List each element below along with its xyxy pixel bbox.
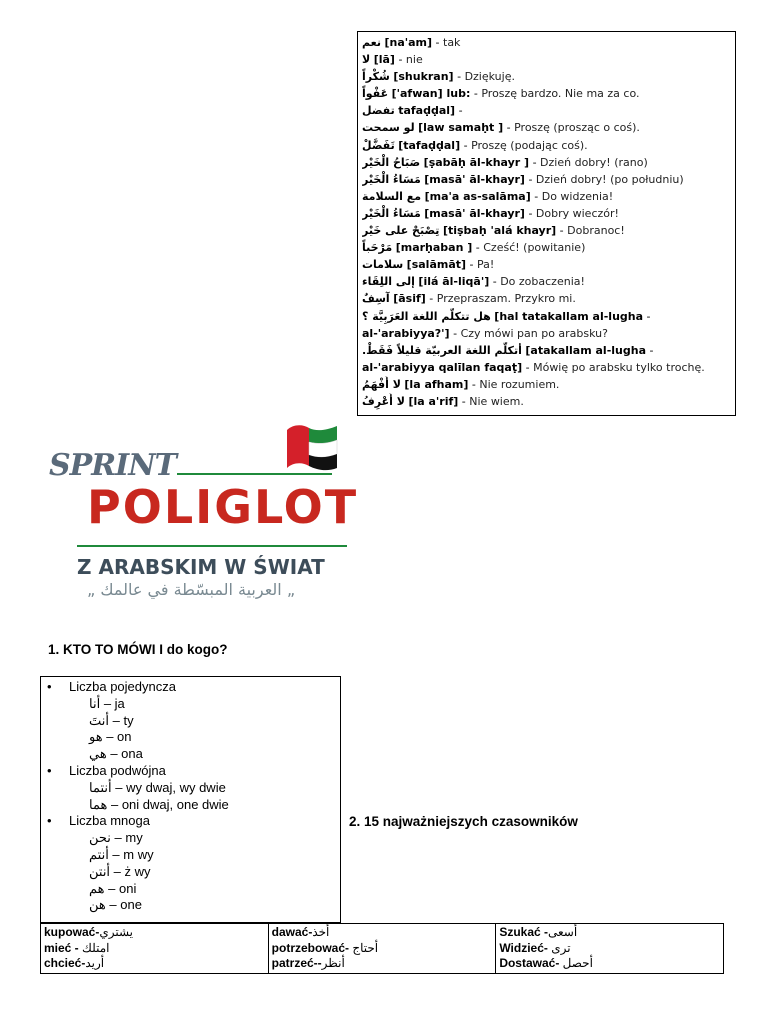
section1-heading: 1. KTO TO MÓWI I do kogo? <box>48 642 228 657</box>
phrase-transliteration: [hal tatakallam al-lugha <box>494 309 644 323</box>
pronoun-polish: oni <box>118 880 137 896</box>
phrase-translation: tak <box>443 36 461 49</box>
verb-polish: kupować- <box>44 925 100 939</box>
phrase-translation: Nie rozumiem. <box>479 377 560 391</box>
pronoun-polish: oni dwaj, one dwie <box>121 796 229 812</box>
pronoun-item: أنتن – ż wy <box>89 863 151 879</box>
phrase-line: لا [lā] - nie <box>362 53 423 67</box>
phrase-arabic: تفضل <box>362 104 395 118</box>
phrase-transliteration: [marḥaban ] <box>395 241 473 255</box>
phrase-line: تِصْبَحْ على خَيْر [tiṣbaḥ 'alá khayr] - Dobranoc! <box>362 224 625 238</box>
pronoun-arabic: أنتن <box>89 863 111 879</box>
pronoun-item: هما – oni dwaj, one dwie <box>89 796 229 812</box>
verb-entry <box>499 956 720 972</box>
phrase-line: مَسَاءُ الْخَيْر [masā' āl-khayr] - Dzień dobry! (po południu) <box>362 172 684 186</box>
phrase-transliteration: [tiṣbaḥ 'alá khayr] <box>442 224 557 238</box>
pronoun-item: أنا – ja <box>89 695 125 711</box>
pronoun-polish: ona <box>121 746 143 762</box>
phrase-translation: Proszę (prosząc o coś). <box>514 121 640 135</box>
verb-arabic: امتلك <box>82 940 110 955</box>
bullet-icon: • <box>47 813 52 829</box>
verb-polish: dawać- <box>271 925 313 939</box>
phrase-transliteration: [masā' āl-khayr] <box>424 206 525 220</box>
bullet-icon: • <box>47 762 52 778</box>
phrase-transliteration: [lā] <box>373 53 395 67</box>
pronoun-polish: one <box>120 897 142 913</box>
pronoun-group-heading <box>45 679 340 696</box>
verb-arabic: أريد <box>85 956 105 970</box>
phrase-line: تفضل tafaḍḍal] - <box>362 104 463 118</box>
pronouns-box <box>40 676 341 923</box>
phrase-line: صَبَاحُ الْخَيْر [ṣabāḥ āl-khayr ] - Dzień dobry! (rano) <box>362 155 648 169</box>
logo-arabic-tagline: „ العربية المبسّطة في عالمك „ <box>87 580 296 599</box>
phrase-translation: Mówię po arabsku tylko trochę. <box>533 360 705 374</box>
phrase-translation: Przepraszam. Przykro mi. <box>436 292 576 306</box>
verb-arabic: أحصل <box>562 956 593 970</box>
phrase-transliteration: [na'am] <box>384 36 433 49</box>
phrase-transliteration: [tafaḍḍal] <box>398 138 461 152</box>
pronoun-group-label: Liczba mnoga <box>69 813 150 829</box>
logo-green-line <box>177 473 332 475</box>
verbs-column <box>41 924 269 974</box>
phrase-transliteration: [āsif] <box>393 292 426 306</box>
phrase-arabic: عَفْواً <box>362 87 389 101</box>
verb-arabic: أسعى <box>548 925 578 939</box>
phrase-line: إلى اللِقَاء [ilá āl-liqā'] - Do zobaczenia! <box>362 275 585 289</box>
phrase-line: مَرْحَباً [marḥaban ] - Cześć! (powitanie) <box>362 241 586 255</box>
phrase-arabic: نعم <box>362 36 381 49</box>
verb-arabic: أنظر <box>321 956 345 970</box>
pronoun-polish: wy dwaj, wy dwie <box>126 779 226 795</box>
phrase-translation: Do zobaczenia! <box>500 275 585 289</box>
verbs-column <box>496 924 724 974</box>
phrase-line: آسِفٌ [āsif] - Przepraszam. Przykro mi. <box>362 292 576 306</box>
phrase-transliteration: ['afwan] lub: <box>391 87 471 101</box>
phrase-translation: Proszę bardzo. Nie ma za co. <box>481 87 640 101</box>
pronoun-polish: ty <box>123 712 134 728</box>
phrase-arabic: سلامات <box>362 258 404 272</box>
phrase-translation: Pa! <box>477 258 495 272</box>
phrase-line: نعم [na'am] - tak <box>362 36 461 49</box>
phrase-translation: Dobranoc! <box>567 224 625 238</box>
verbs-column <box>268 924 496 974</box>
phrase-line: عَفْواً ['afwan] lub: - Proszę bardzo. Nie ma za co. <box>362 87 640 101</box>
phrase-line: هل تتكلّم اللغة العَرَبِيَّة ؟ [hal tatakallam al-lugha - <box>362 309 651 323</box>
phrase-translation: Proszę (podając coś). <box>471 138 588 152</box>
phrase-line: أتكلّم اللغة العربيّة قليلاً فَقَطْ. [atakallam al-lugha - <box>362 343 654 357</box>
phrase-arabic: هل تتكلّم اللغة العَرَبِيَّة ؟ <box>362 309 491 323</box>
phrase-line: al-'arabiyya qalīlan faqaṭ] - Mówię po arabsku tylko trochę. <box>362 360 705 374</box>
verb-polish: Widzieć- <box>499 940 552 955</box>
verb-entry <box>272 956 493 972</box>
pronoun-item: هم – oni <box>89 880 137 896</box>
logo-sprint-text: SPRINT <box>49 448 176 483</box>
verb-arabic: أحتاج <box>352 940 379 955</box>
phrase-arabic: مَسَاءُ الْخَيْر <box>362 172 421 186</box>
phrase-arabic: تَفَضَّلْ <box>362 138 395 152</box>
verb-polish: chcieć- <box>44 956 86 970</box>
phrase-transliteration: [la afham] <box>404 377 469 391</box>
verb-entry <box>499 925 720 941</box>
pronoun-arabic: أنتَ <box>89 712 109 728</box>
logo-poliglot-text: POLIGLOT <box>87 480 359 534</box>
pronoun-item: هن – one <box>89 897 142 913</box>
phrase-line: تَفَضَّلْ [tafaḍḍal] - Proszę (podając coś). <box>362 138 588 152</box>
pronoun-arabic: هم <box>89 880 105 896</box>
verbs-table <box>40 923 724 974</box>
phrase-arabic: صَبَاحُ الْخَيْر <box>362 155 421 169</box>
phrase-transliteration: [law samaḥt ] <box>418 121 504 135</box>
verb-entry <box>499 941 720 957</box>
uae-flag-icon <box>283 422 341 472</box>
verb-polish: Dostawać- <box>499 956 563 970</box>
pronoun-item: أنتم – m wy <box>89 846 154 862</box>
phrase-arabic: لا <box>362 53 371 67</box>
pronoun-polish: my <box>125 830 143 846</box>
phrase-transliteration: al-'arabiyya?'] <box>362 326 450 340</box>
pronoun-group-heading <box>45 763 340 780</box>
phrase-transliteration: [salāmāt] <box>406 258 467 272</box>
pronoun-arabic: نحن <box>89 830 111 846</box>
phrase-arabic: مَرْحَباً <box>362 241 393 255</box>
pronoun-polish: on <box>117 729 132 745</box>
phrases-box <box>357 31 736 416</box>
phrase-line: مَسَاءُ الْخَيْر [masā' āl-khayr] - Dobry wieczór! <box>362 206 619 220</box>
pronoun-arabic: أنتم <box>89 846 109 862</box>
pronoun-arabic: هما <box>89 796 108 812</box>
phrase-line: لا أَعْرِفُ [la a'rif] - Nie wiem. <box>362 394 524 408</box>
verb-arabic: أخذ <box>312 925 330 939</box>
section2-heading: 2. 15 najważniejszych czasowników <box>349 814 578 829</box>
phrase-transliteration: [la a'rif] <box>408 394 459 408</box>
phrase-transliteration: [shukran] <box>393 70 454 84</box>
verb-polish: mieć - <box>44 940 83 955</box>
verb-entry <box>44 925 265 941</box>
phrase-translation: Dzień dobry! (rano) <box>540 155 648 169</box>
phrase-arabic: مَسَاءُ الْخَيْر <box>362 206 421 220</box>
phrase-transliteration: [ilá āl-liqā'] <box>418 275 490 289</box>
phrase-translation: Dobry wieczór! <box>535 206 619 220</box>
phrase-arabic: إلى اللِقَاء <box>362 275 415 289</box>
phrase-arabic: لو سمحت <box>362 121 415 135</box>
pronoun-item: هي – ona <box>89 746 143 762</box>
phrase-line: مع السلامة [ma'a as-salāma] - Do widzenia! <box>362 189 614 203</box>
pronoun-polish: ja <box>114 695 125 711</box>
verb-arabic: ترى <box>551 940 571 955</box>
sprint-poliglot-logo <box>47 420 359 610</box>
phrase-translation: nie <box>405 53 423 67</box>
pronoun-group-heading <box>45 813 340 830</box>
phrase-transliteration: [ṣabāḥ āl-khayr ] <box>423 155 530 169</box>
verb-entry <box>44 941 265 957</box>
pronoun-polish: m wy <box>123 846 154 862</box>
verb-entry <box>272 925 493 941</box>
logo-tagline: Z ARABSKIM W ŚWIAT <box>77 555 325 579</box>
pronoun-arabic: هن <box>89 897 106 913</box>
pronoun-item: أنتَ – ty <box>89 712 134 728</box>
pronoun-arabic: هي <box>89 746 107 762</box>
verb-arabic: يشتري <box>99 925 134 939</box>
phrase-arabic: آسِفٌ <box>362 292 390 306</box>
phrase-translation: Nie wiem. <box>469 394 524 408</box>
bullet-icon: • <box>47 679 52 694</box>
phrase-arabic: أتكلّم اللغة العربيّة قليلاً فَقَطْ. <box>362 343 522 357</box>
phrase-translation: Czy mówi pan po arabsku? <box>460 326 608 340</box>
phrase-translation: Dziękuję. <box>464 70 515 84</box>
pronoun-item: أنتما – wy dwaj, wy dwie <box>89 779 226 795</box>
phrase-line: لا أَفْهَمُ [la afham] - Nie rozumiem. <box>362 377 560 391</box>
phrase-line: سلامات [salāmāt] - Pa! <box>362 258 495 272</box>
phrase-transliteration: tafaḍḍal] <box>398 104 456 118</box>
verbs-row <box>41 924 724 974</box>
phrase-translation: Do widzenia! <box>541 189 614 203</box>
phrase-transliteration: [masā' āl-khayr] <box>424 172 525 186</box>
phrase-arabic: شُكْراً <box>362 70 390 84</box>
phrase-transliteration: [atakallam al-lugha <box>525 343 646 357</box>
phrase-transliteration: al-'arabiyya qalīlan faqaṭ] <box>362 360 523 374</box>
phrase-arabic: مع السلامة <box>362 189 422 203</box>
logo-underline <box>77 545 347 547</box>
phrase-translation: Dzień dobry! (po południu) <box>535 172 684 186</box>
phrase-line: لو سمحت [law samaḥt ] - Proszę (prosząc o coś). <box>362 121 640 135</box>
pronoun-group-label: Liczba pojedyncza <box>69 679 176 694</box>
pronoun-arabic: أنا <box>89 695 101 711</box>
verb-entry <box>44 956 265 972</box>
phrase-arabic: لا أَعْرِفُ <box>362 394 405 408</box>
pronoun-arabic: هو <box>89 729 103 745</box>
phrase-line: al-'arabiyya?'] - Czy mówi pan po arabsku? <box>362 326 608 340</box>
pronoun-polish: ż wy <box>124 863 151 879</box>
pronoun-item: هو – on <box>89 729 132 745</box>
pronoun-item: نحن – my <box>89 830 143 846</box>
phrase-line: شُكْراً [shukran] - Dziękuję. <box>362 70 515 84</box>
pronoun-group-label: Liczba podwójna <box>69 762 166 778</box>
verb-polish: potrzebować- <box>271 940 353 955</box>
phrase-transliteration: [ma'a as-salāma] <box>424 189 531 203</box>
phrase-arabic: تِصْبَحْ على خَيْر <box>362 224 440 238</box>
phrase-translation: Cześć! (powitanie) <box>483 241 586 255</box>
verb-polish: patrzeć-- <box>271 956 322 970</box>
pronoun-arabic: أنتما <box>89 779 112 795</box>
phrase-arabic: لا أَفْهَمُ <box>362 377 401 391</box>
verb-entry <box>272 941 493 957</box>
verb-polish: Szukać - <box>499 925 548 939</box>
